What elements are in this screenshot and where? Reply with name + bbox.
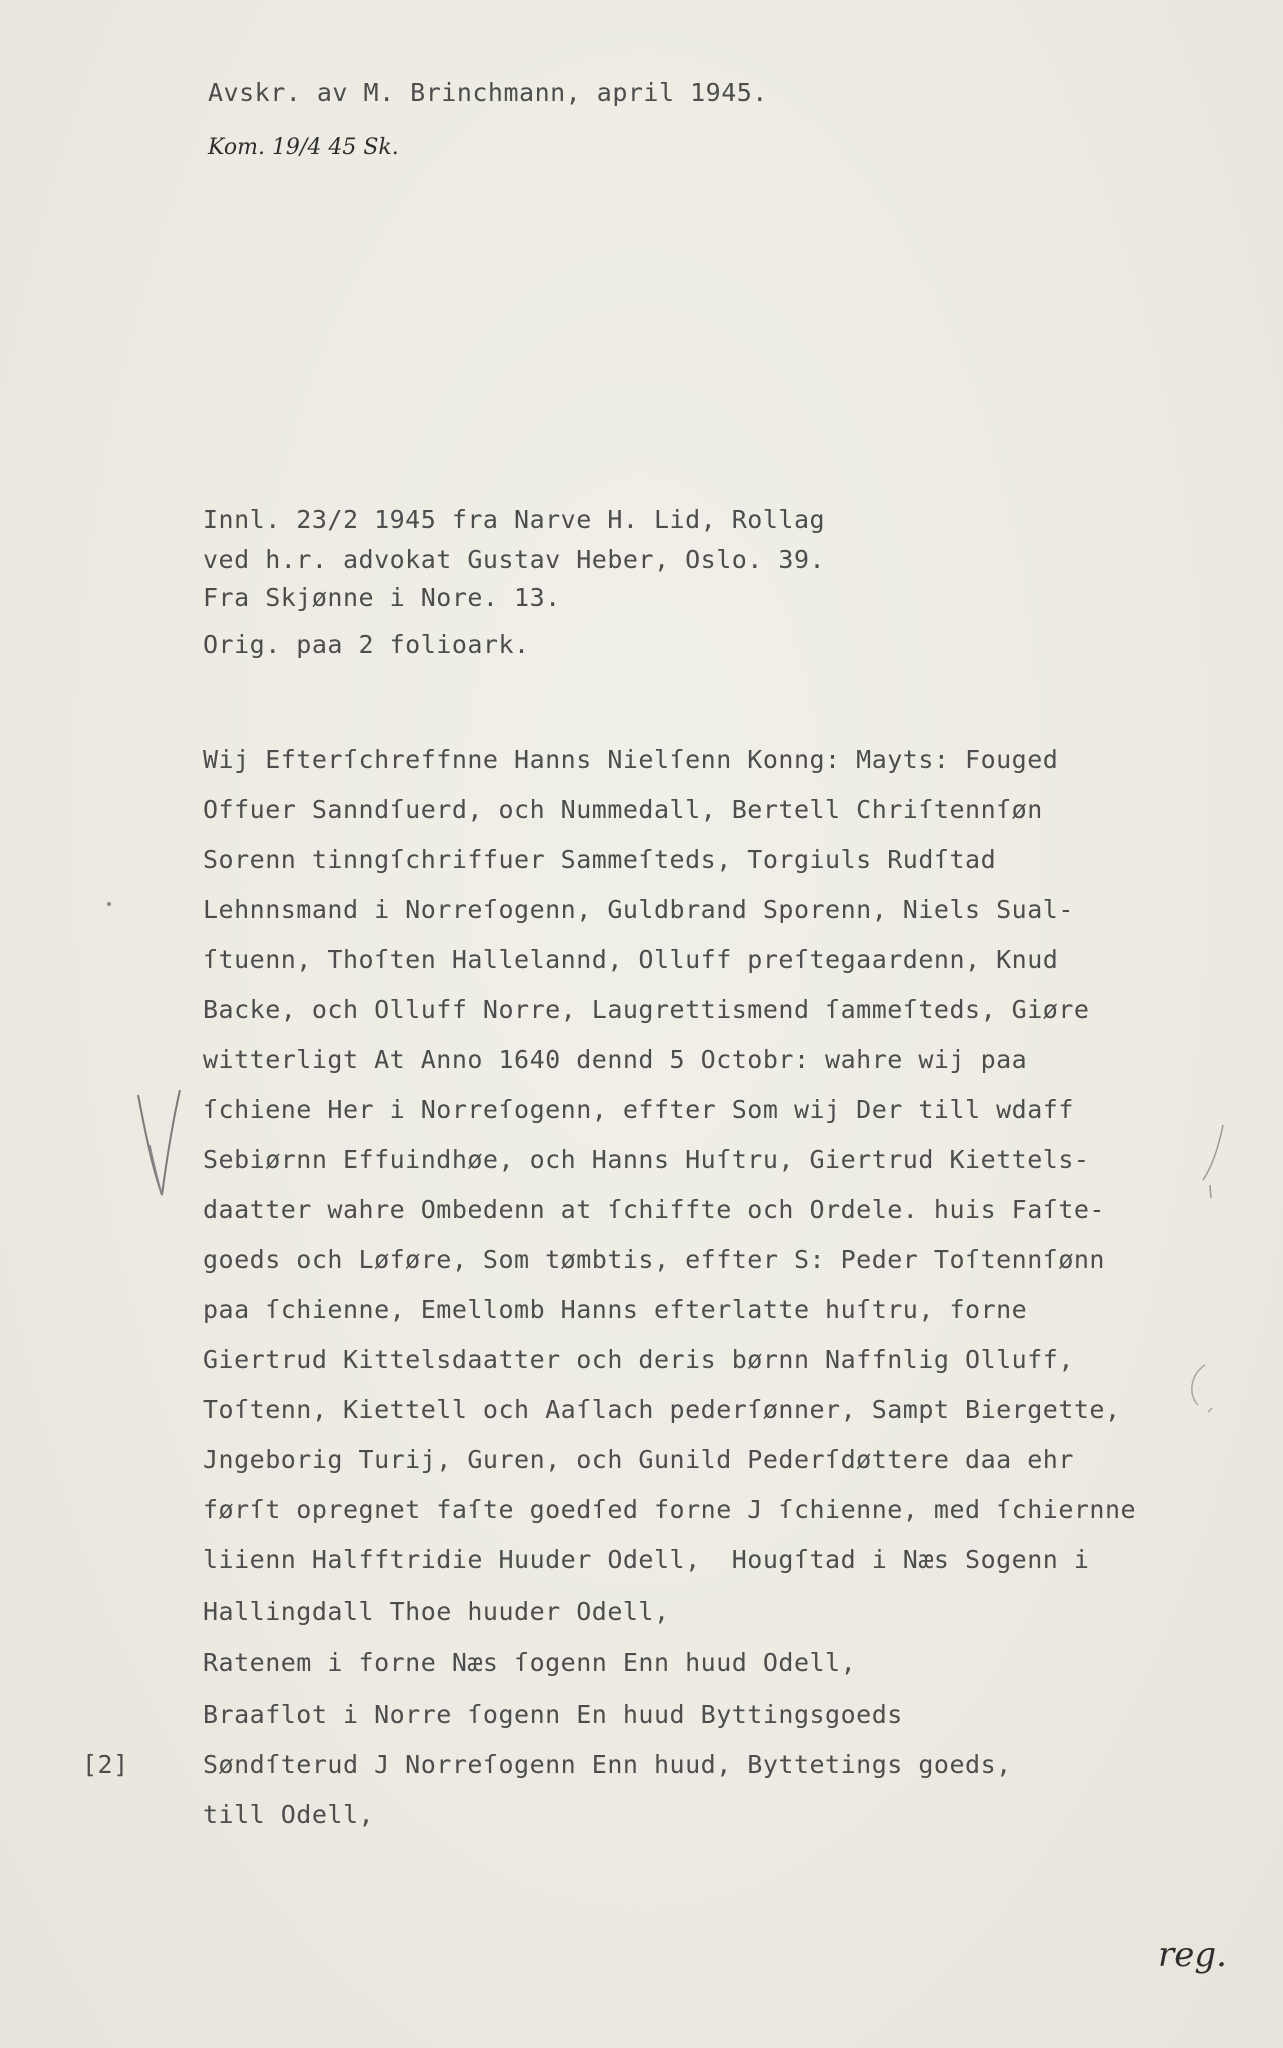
metadata-line: ved h.r. advokat Gustav Heber, Oslo. 39.: [203, 545, 826, 574]
body-line: Sorenn tinngſchriffuer Sammeſteds, Torgiuls Rudſtad: [203, 845, 997, 874]
body-line: till Odell,: [203, 1800, 375, 1829]
body-line: Jngeborig Turij, Guren, och Gunild Pederſdøttere daa ehr: [203, 1445, 1074, 1474]
body-line: liienn Halfftridie Huuder Odell, Hougſtad i Næs Sogenn i: [203, 1545, 1090, 1574]
pencil-tick-icon: [1195, 1120, 1235, 1200]
body-line: paa ſchienne, Emellomb Hanns efterlatte huſtru, forne: [203, 1295, 1028, 1324]
body-line: witterligt At Anno 1640 dennd 5 Octobr: wahre wij paa: [203, 1045, 1028, 1074]
body-line: Hallingdall Thoe huuder Odell,: [203, 1597, 670, 1626]
body-line: Sebiørnn Effuindhøe, och Hanns Huſtru, Giertrud Kiettels-: [203, 1145, 1090, 1174]
footer-handwritten-note: reg.: [1158, 1935, 1227, 1975]
checkmark-icon: [130, 1085, 190, 1205]
body-line: Backe, och Olluff Norre, Laugrettismend ſammeſteds, Giøre: [203, 995, 1090, 1024]
pencil-scribble-icon: [1180, 1360, 1220, 1420]
body-line: daatter wahre Ombedenn at ſchiffte och Ordele. huis Faſte-: [203, 1195, 1105, 1224]
metadata-line: Orig. paa 2 folioark.: [203, 630, 530, 659]
metadata-line: Fra Skjønne i Nore. 13.: [203, 583, 561, 612]
body-line: Giertrud Kittelsdaatter och deris børnn Naffnlig Olluff,: [203, 1345, 1074, 1374]
body-line: goeds och Løføre, Som tømbtis, effter S: Peder Toſtennſønn: [203, 1245, 1105, 1274]
body-line: Lehnnsmand i Norreſogenn, Guldbrand Sporenn, Niels Sual-: [203, 895, 1074, 924]
registry-handwritten-note: Kom. 19/4 45 Sk.: [208, 135, 399, 160]
margin-dot-icon: [105, 900, 113, 908]
metadata-line: Innl. 23/2 1945 fra Narve H. Lid, Rollag: [203, 505, 826, 534]
body-line: Wij Efterſchreffnne Hanns Nielſenn Konng: Mayts: Fouged: [203, 745, 1059, 774]
body-line: førſt opregnet faſte goedſed forne J ſchienne, med ſchiernne: [203, 1495, 1137, 1524]
transcription-note: Avskr. av M. Brinchmann, april 1945.: [208, 78, 768, 107]
body-line: Braaflot i Norre ſogenn En huud Byttingsgoeds: [203, 1700, 903, 1729]
body-line: ſtuenn, Thoſten Hallelannd, Olluff preſtegaardenn, Knud: [203, 945, 1059, 974]
body-line: Offuer Sanndſuerd, och Nummedall, Bertell Chriſtennſøn: [203, 795, 1043, 824]
body-line: Toſtenn, Kiettell och Aaſlach pederſønner, Sampt Biergette,: [203, 1395, 1121, 1424]
body-line: ſchiene Her i Norreſogenn, effter Som wij Der till wdaff: [203, 1095, 1074, 1124]
body-line: Ratenem i forne Næs ſogenn Enn huud Odell,: [203, 1648, 857, 1677]
body-line: Søndſterud J Norreſogenn Enn huud, Byttetings goeds,: [203, 1750, 1012, 1779]
page-marker: [2]: [82, 1750, 129, 1779]
